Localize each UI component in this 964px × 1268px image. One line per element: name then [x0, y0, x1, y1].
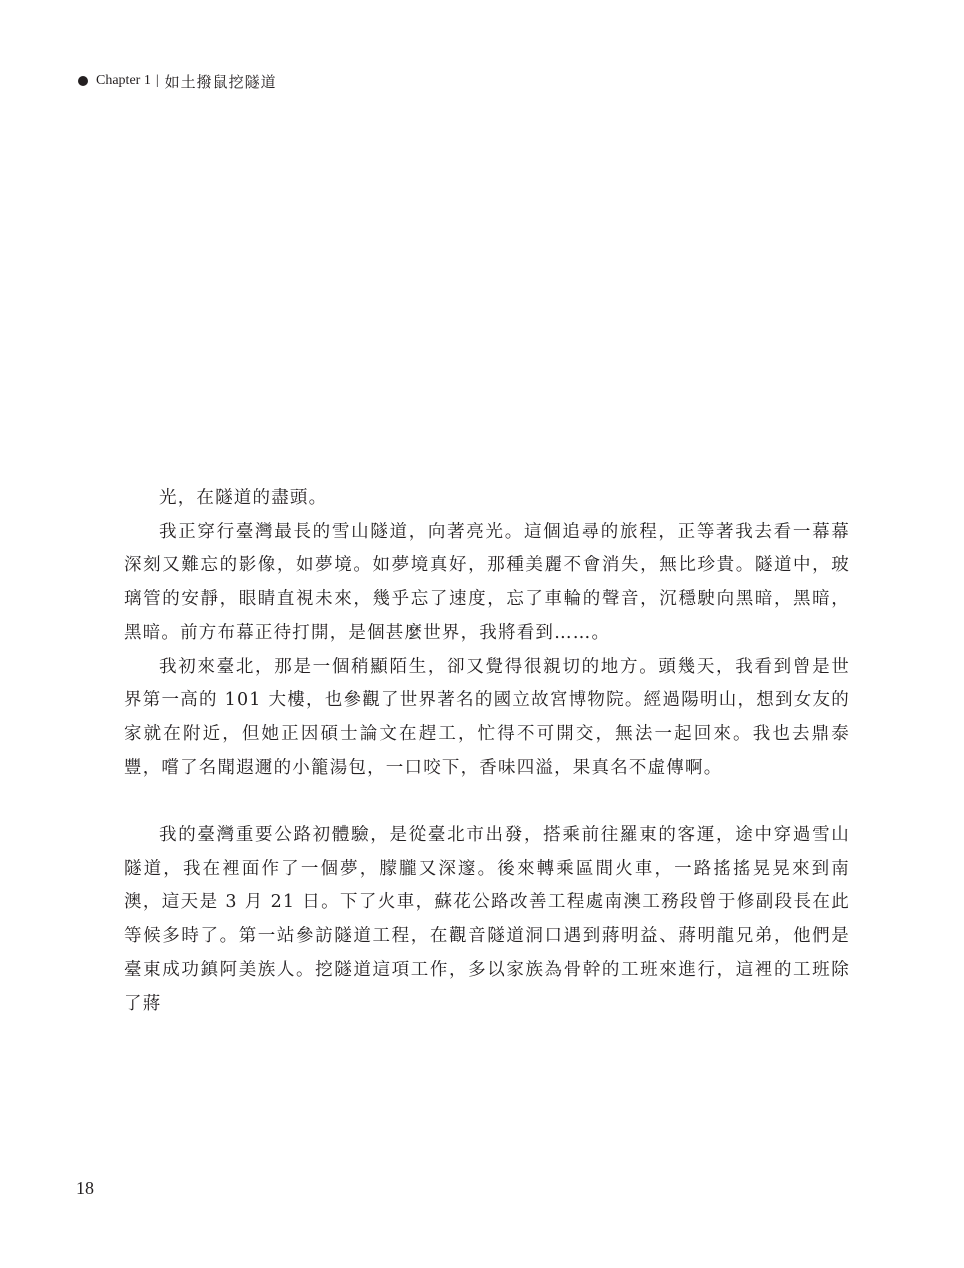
paragraph: 我的臺灣重要公路初體驗，是從臺北市出發，搭乘前往羅東的客運，途中穿過雪山隧道，我在裡面作了一個夢，朦朧又深邃。後來轉乘區間火車，一路搖搖晃晃來到南澳，這天是 3 月 21 日。下了火車，蘇花公路改善工程處南澳工務段曾于修副段長在此等候多時了。第一站參訪隧道工程，在觀音隧道洞口遇到蔣明益、蔣明龍兄弟，他們是臺東成功鎮阿美族人。挖隧道這項工作，多以家族為骨幹的工班來進行，這裡的工班除了蔣: [124, 825, 850, 1014]
body-text: [124, 482, 850, 1021]
paragraph: 我初來臺北，那是一個稍顯陌生，卻又覺得很親切的地方。頭幾天，我看到曾是世界第一高的 101 大樓，也參觀了世界著名的國立故宮博物院。經過陽明山，想到女友的家就在附近，但她正因碩士論文在趕工，忙得不可開交，無法一起回來。我也去鼎泰豐，嚐了名聞遐邇的小籠湯包，一口咬下，香味四溢，果真名不虛傳啊。: [124, 656, 850, 778]
running-head: [78, 70, 277, 92]
chapter-title: 如土撥鼠挖隧道: [164, 72, 277, 91]
page-number: 18: [76, 1178, 94, 1198]
bullet-dot-icon: [78, 76, 88, 86]
paragraph: 光，在隧道的盡頭。: [159, 488, 328, 508]
paragraph: 我正穿行臺灣最長的雪山隧道，向著亮光。這個追尋的旅程，正等著我去看一幕幕深刻又難忘的影像，如夢境。如夢境真好，那種美麗不會消失，無比珍貴。隧道中，玻璃管的安靜，眼睛直視未來，幾乎忘了速度，忘了車輪的聲音，沉穩駛向黑暗，黑暗，黑暗。前方布幕正待打開，是個甚麼世界，我將看到……。: [124, 521, 850, 643]
chapter-label: Chapter 1: [96, 73, 151, 88]
running-head-separator: |: [155, 73, 159, 88]
